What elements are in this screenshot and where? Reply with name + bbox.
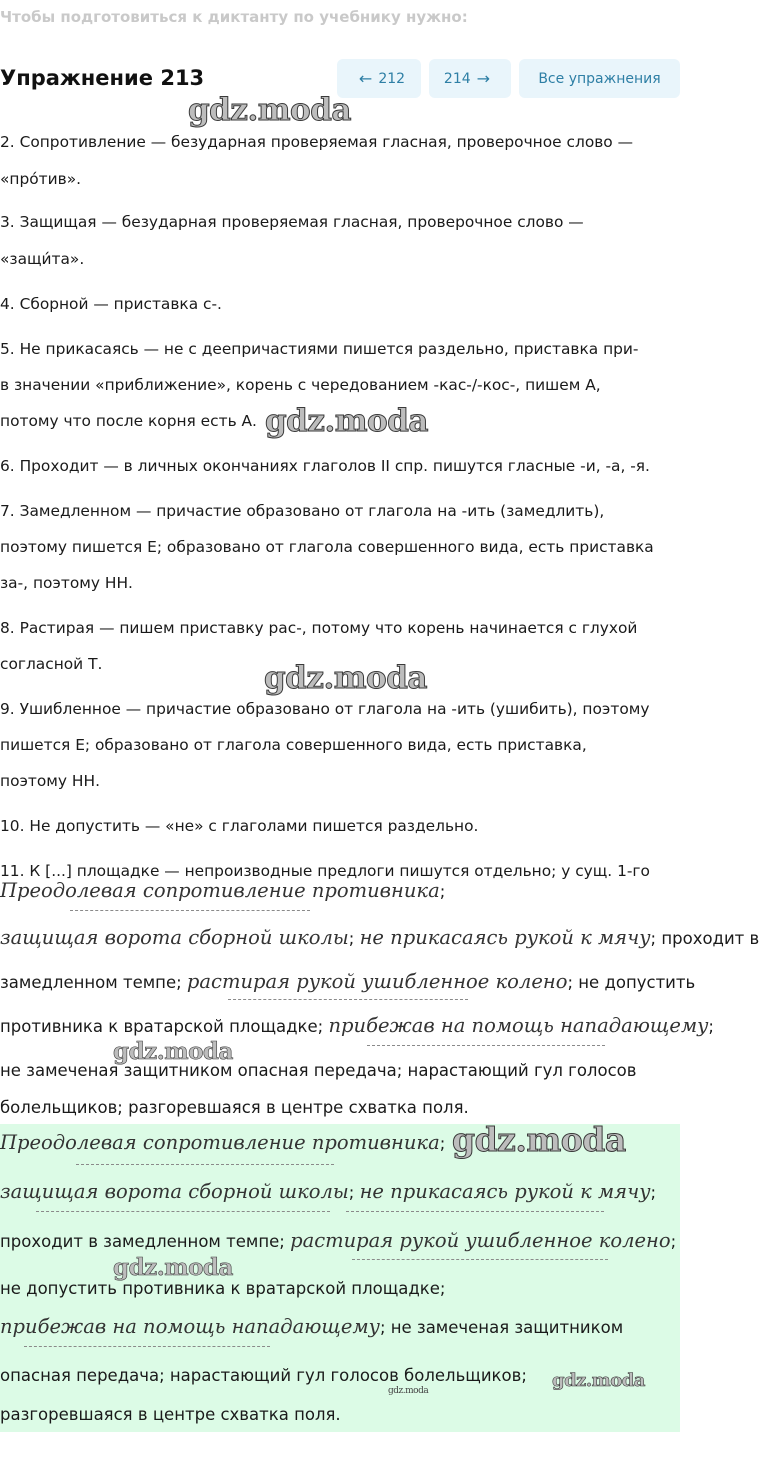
list-item: 7. Замедленном — причастие образовано от глагола на -ить (замедлить), (0, 502, 605, 520)
watermark: gdz.moda (265, 403, 428, 439)
underline (352, 1259, 608, 1260)
underline (24, 1346, 270, 1347)
list-item: 9. Ушибленное — причастие образовано от глагола на -ить (ушибить), поэтому (0, 700, 650, 718)
list-item: поэтому пишется Е; образовано от глагола совершенного вида, есть приставка (0, 538, 654, 556)
underline (367, 1045, 605, 1046)
list-item: 5. Не прикасаясь — не с деепричастиями пишется раздельно, приставка при- (0, 340, 639, 358)
handwritten-line: Преодолевая сопротивление противника; (0, 1131, 446, 1154)
text-line: не замеченая защитником опасная передача; нарастающий гул голосов (0, 1061, 637, 1080)
handwritten-line: защищая ворота сборной школы; не прикасаясь рукой к мячу; проходит в (0, 926, 759, 949)
list-item: 10. Не допустить — «не» с глаголами пишется раздельно. (0, 817, 479, 835)
all-exercises-label: Все упражнения (538, 70, 661, 87)
list-item: 3. Защищая — безударная проверяемая гласная, проверочное слово — (0, 213, 584, 231)
all-exercises-button[interactable] (519, 59, 680, 98)
list-item: 11. К [...] площадке — непроизводные предлоги пишутся отдельно; у сущ. 1-го (0, 862, 650, 880)
text-line: болельщиков; разгоревшаяся в центре схватка поля. (0, 1098, 469, 1117)
list-item: согласной Т. (0, 655, 103, 673)
list-item: 6. Проходит — в личных окончаниях глаголов II спр. пишутся гласные -и, -а, -я. (0, 457, 650, 475)
handwritten-line: противника к вратарской площадке; прибежав на помощь нападающему; (0, 1014, 714, 1037)
list-item: 4. Сборной — приставка с-. (0, 295, 222, 313)
page-title: Упражнение 213 (0, 66, 205, 90)
list-item: 8. Растирая — пишем приставку рас-, потому что корень начинается с глухой (0, 619, 638, 637)
handwritten-line: Преодолевая сопротивление противника; (0, 879, 446, 902)
watermark: gdz.moda (388, 1386, 429, 1396)
intro-text: Чтобы подготовиться к диктанту по учебнику нужно: (0, 8, 468, 26)
arrow-right-icon: → (476, 69, 491, 88)
list-item: в значении «приближение», корень с чередованием -кас-/-кос-, пишем А, (0, 376, 601, 394)
list-item: «защи́та». (0, 250, 85, 268)
list-item: 2. Сопротивление — безударная проверяемая гласная, проверочное слово — (0, 133, 633, 151)
list-item: потому что после корня есть А. (0, 412, 257, 430)
next-exercise-button[interactable] (429, 59, 511, 98)
handwritten-line: замедленном темпе; растирая рукой ушибленное колено; не допустить (0, 970, 696, 993)
underline (70, 910, 310, 911)
text-line: разгоревшаяся в центре схватка поля. (0, 1405, 341, 1424)
prev-exercise-label: 212 (378, 70, 406, 87)
arrow-left-icon: ← (358, 69, 373, 88)
text-line: не допустить противника к вратарской площадке; (0, 1279, 446, 1298)
handwritten-line: прибежав на помощь нападающему; не замеченая защитником (0, 1315, 624, 1338)
list-item: пишется Е; образовано от глагола совершенного вида, есть приставка, (0, 736, 587, 754)
underline (346, 1211, 604, 1212)
watermark: gdz.moda (452, 1120, 626, 1159)
list-item: «прóтив». (0, 170, 82, 188)
watermark: gdz.moda (113, 1254, 233, 1281)
watermark: gdz.moda (552, 1370, 645, 1391)
list-item: за-, поэтому НН. (0, 574, 133, 592)
underline (36, 1211, 330, 1212)
underline (76, 1164, 334, 1165)
underline (228, 999, 468, 1000)
handwritten-line: защищая ворота сборной школы; не прикасаясь рукой к мячу; (0, 1180, 657, 1203)
text-line: опасная передача; нарастающий гул голосов болельщиков; (0, 1366, 527, 1385)
list-item: поэтому НН. (0, 772, 100, 790)
watermark: gdz.moda (113, 1038, 233, 1065)
watermark: gdz.moda (188, 92, 351, 128)
watermark: gdz.moda (264, 660, 427, 696)
truncated-line (0, 856, 680, 880)
handwritten-line: проходит в замедленном темпе; растирая рукой ушибленное колено; (0, 1229, 677, 1252)
next-exercise-label: 214 (443, 70, 471, 87)
